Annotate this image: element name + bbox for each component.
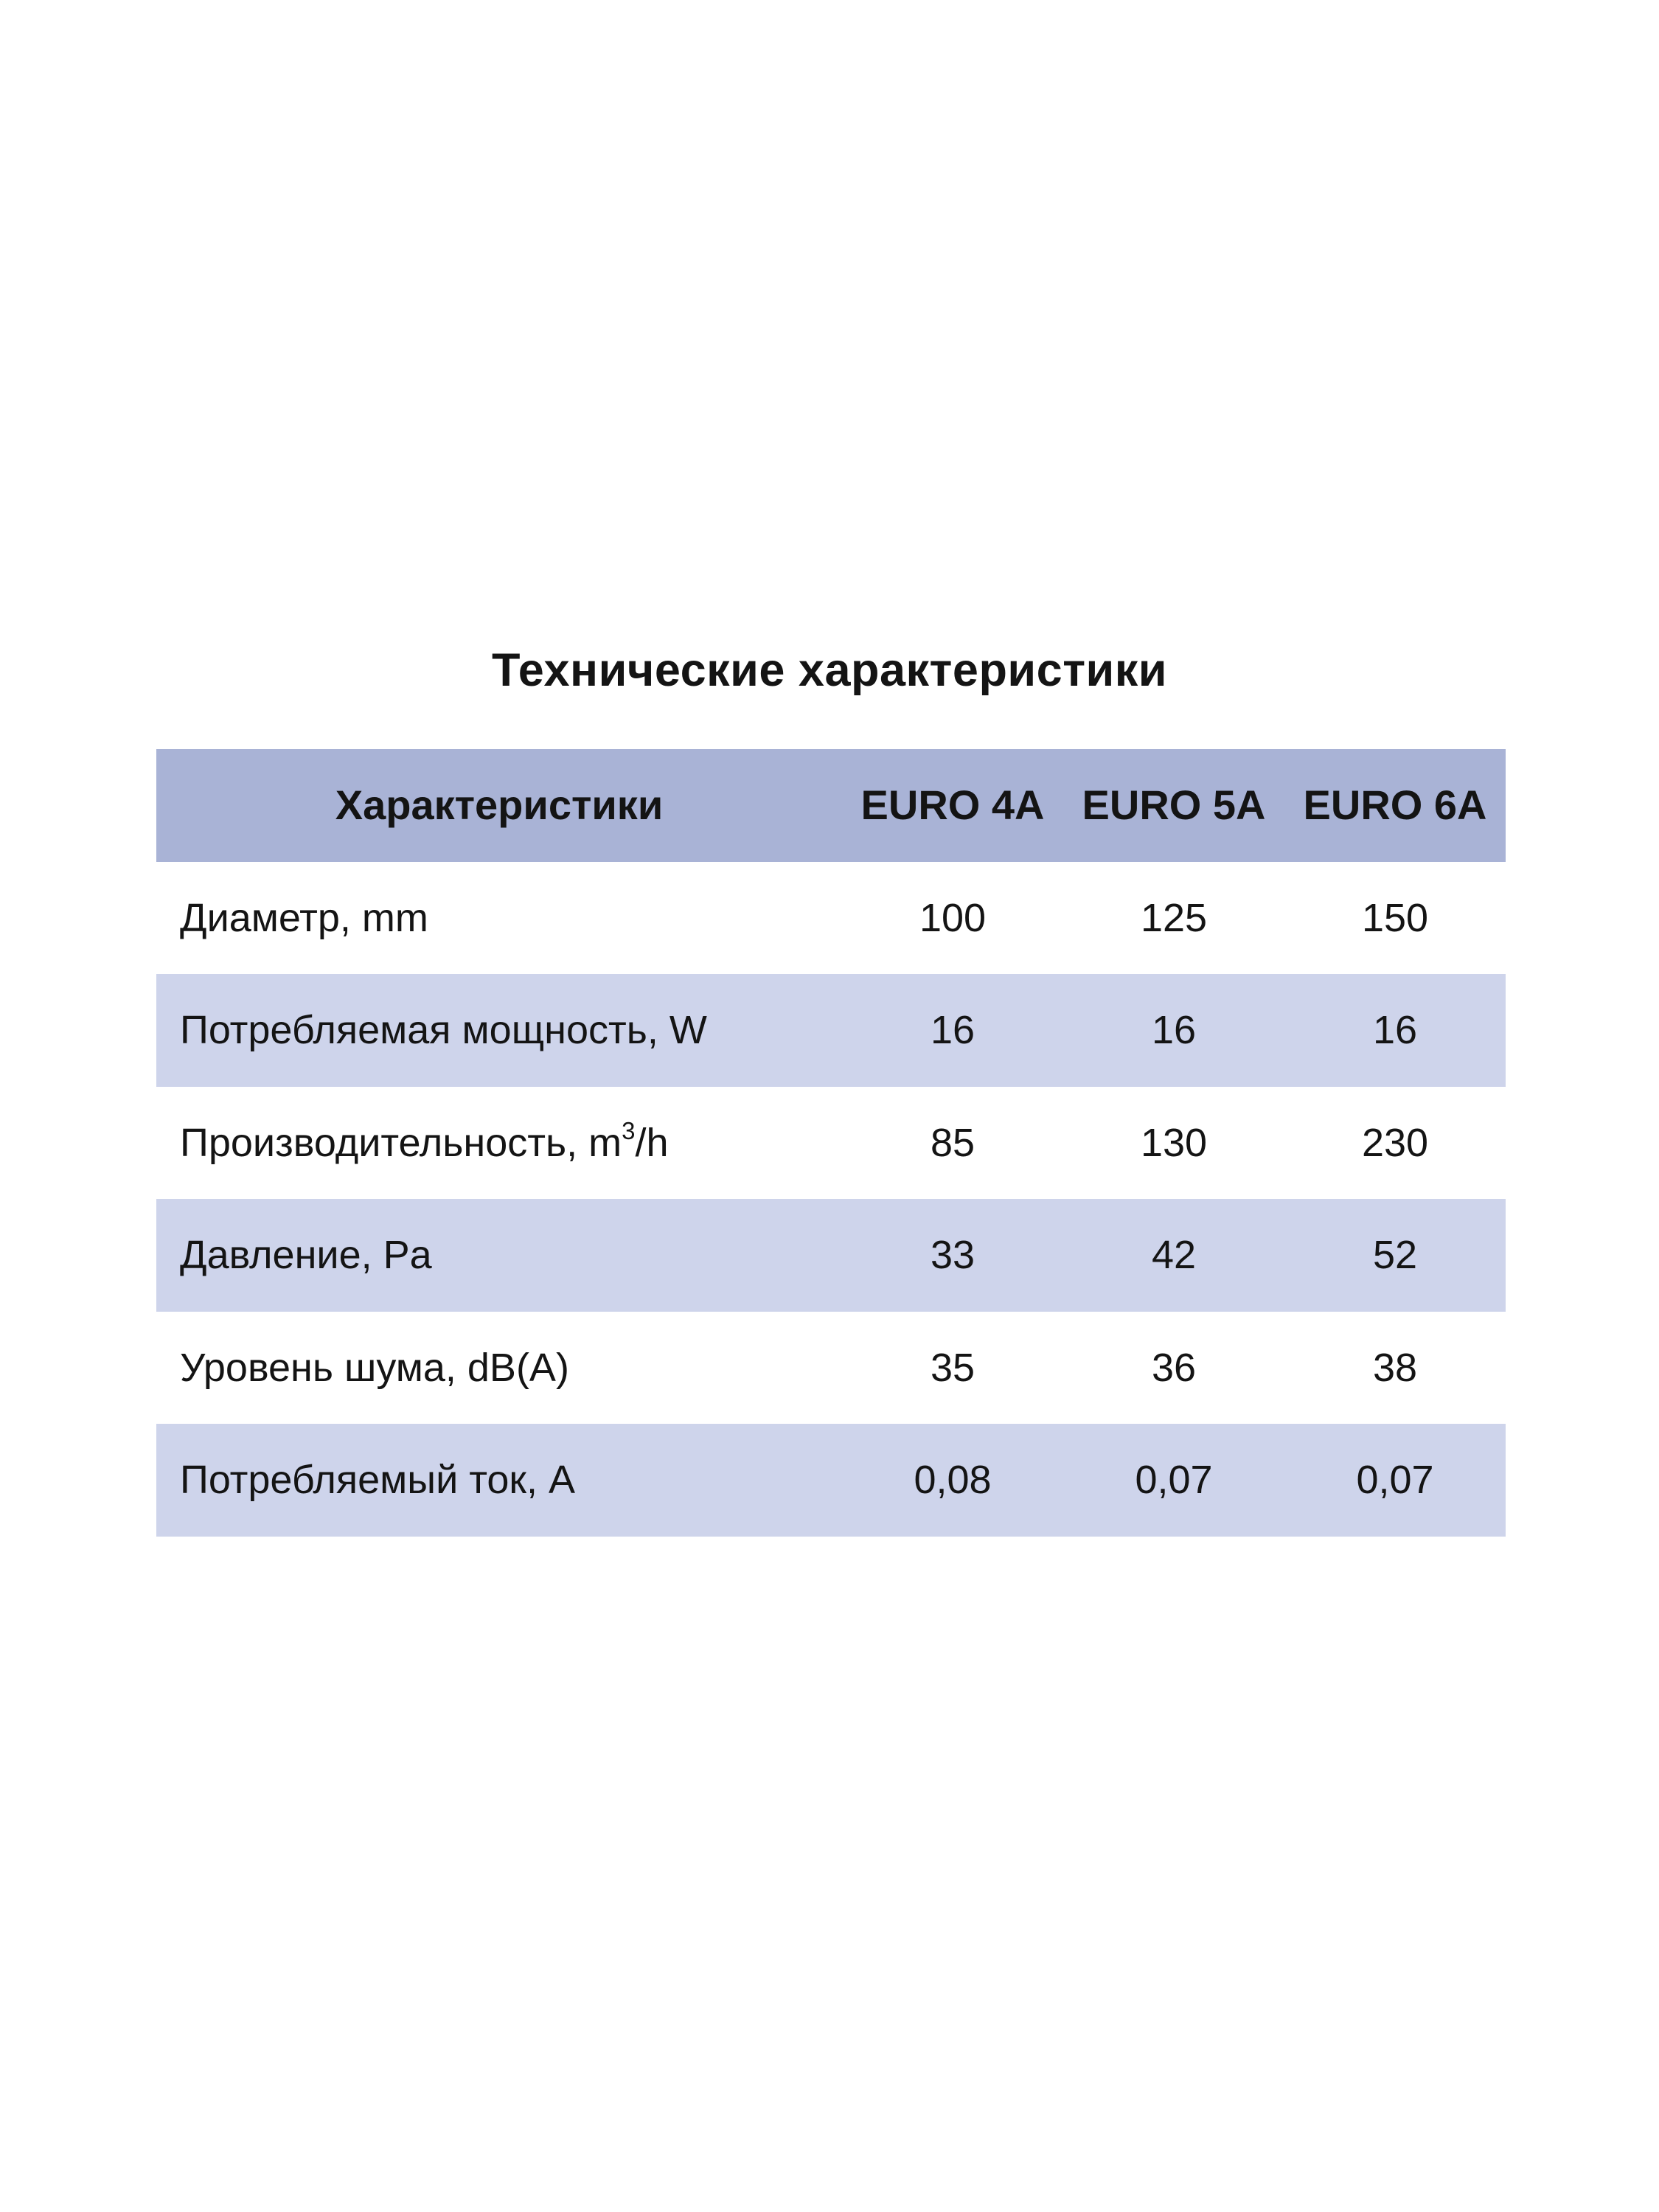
row-label: Диаметр, mm <box>180 895 428 940</box>
row-value: 16 <box>930 1008 975 1053</box>
row-label: Потребляемый ток, A <box>180 1458 576 1503</box>
row-label: Уровень шума, dB(A) <box>180 1345 569 1390</box>
row-value: 150 <box>1361 895 1429 940</box>
row-value: 125 <box>1140 895 1208 940</box>
table-row <box>156 974 1506 1087</box>
column-header-euro-6a: EURO 6A <box>1303 782 1487 829</box>
row-value: 85 <box>930 1120 975 1165</box>
table-row <box>156 1087 1506 1200</box>
row-value: 35 <box>930 1345 975 1390</box>
row-value: 0,07 <box>1135 1458 1213 1503</box>
row-value: 100 <box>919 895 987 940</box>
row-value: 52 <box>1372 1233 1418 1278</box>
table-row <box>156 1424 1506 1537</box>
row-label: Давление, Pa <box>180 1233 432 1278</box>
page-title: Технические характеристики <box>491 644 1168 696</box>
table-body <box>156 862 1506 1537</box>
row-value: 33 <box>930 1233 975 1278</box>
row-value: 0,08 <box>914 1458 992 1503</box>
table-row <box>156 1312 1506 1425</box>
column-header-euro-4a: EURO 4A <box>860 782 1045 829</box>
row-value: 130 <box>1140 1120 1208 1165</box>
table-row <box>156 862 1506 975</box>
table-row <box>156 1199 1506 1312</box>
row-value: 16 <box>1372 1008 1418 1053</box>
column-header-euro-5a: EURO 5A <box>1082 782 1266 829</box>
row-value: 38 <box>1372 1345 1418 1390</box>
column-header-characteristics: Характеристики <box>335 782 664 829</box>
row-value: 36 <box>1151 1345 1197 1390</box>
row-label: Потребляемая мощность, W <box>180 1008 707 1053</box>
row-value: 230 <box>1361 1120 1429 1165</box>
row-label: Производительность, $m^3/h$ <box>180 1116 669 1165</box>
spec-table <box>156 749 1506 1537</box>
row-value: 0,07 <box>1356 1458 1434 1503</box>
row-value: 42 <box>1151 1233 1197 1278</box>
row-value: 16 <box>1151 1008 1197 1053</box>
table-header-row <box>156 749 1506 862</box>
